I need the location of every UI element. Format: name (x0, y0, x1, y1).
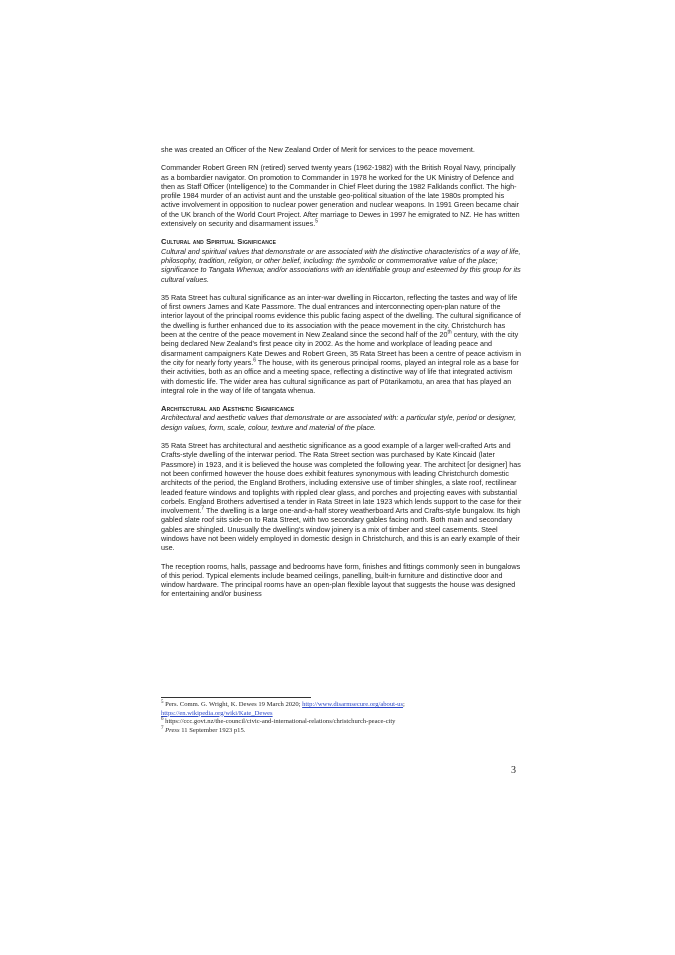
body-content (161, 145, 523, 608)
footnote-5-separator: ; (403, 701, 405, 708)
footnote-divider (161, 697, 311, 698)
footnote-ref-5: 5 (315, 218, 318, 225)
footnote-6-text: https://ccc.govt.nz/the-council/civic-and-international-relations/christchurch-peace-city (163, 718, 396, 726)
architectural-text-b: The dwelling is a large one-and-a-half storey weatherboard Arts and Crafts-style bungalow. Its high gabled slate roof sits side-on to Rata Street, with two secondary gables facing north. Both main and secondary gables are shingled. Unusually the dwelling's window joinery is a mix of timber and steel casements. Steel windows have not been widely employed in domestic design in Christchurch, and this is an early example of their use. (161, 506, 521, 553)
link-disarmsecure[interactable]: http://www.disarmsecure.org/about-us (302, 701, 404, 708)
paragraph-architectural-significance (161, 441, 523, 553)
footnote-7-text: 11 September 1923 p15. (179, 726, 246, 734)
cultural-text-c: The house, with its generous principal rooms, played an integral role as a base for their activities, both as an office and a meeting space, reflecting a distinctive way of life that integrated activism with domestic life. The wider area has cultural significance as part of Pūtarikamotu, an area that has played an integral role in the way of life of tangata whenua. (161, 357, 519, 395)
cultural-text-a: 35 Rata Street has cultural significance as an inter-war dwelling in Riccarton, reflecting the tastes and way of life of first owners James and Kate Passmore. The dual entrances and interconnecting open-plan nature of the interior layout of the principal rooms evidence this public facing aspect of the dwelling. The cultural significance of the dwelling is further enhanced due to its association with the peace movement in the city. Christchurch has been at the centre of the peace movement in New Zealand since the second half of the 20 (161, 292, 521, 340)
footnote-7-number: 7 (161, 725, 164, 731)
paragraph-reception-rooms: The reception rooms, halls, passage and bedrooms have form, finishes and fittings commonly seen in bungalows of this period. Typical elements include beamed ceilings, panelling, built-in furniture and distinctive door and window hardware. The principal rooms have an open-plan flexible layout that suggests the house was designed for entertaining and/or business (161, 561, 521, 599)
footnote-ref-7: 7 (201, 505, 205, 512)
heading-architectural-aesthetic: Architectural and Aesthetic Significance (161, 404, 295, 414)
footnotes (161, 701, 523, 735)
definition-cultural-spiritual: Cultural and spiritual values that demonstrate or are associated with the distinctive characteristics of a way of life, philosophy, tradition, religion, or other belief, including: the symbolic or commemorative value of the place; significance to Tangata Whenua; and/or associations with an identifiable group and esteemed by this group for its cultural values. (161, 246, 521, 284)
robert-green-text: Commander Robert Green RN (retired) served twenty years (1962-1982) with the British Royal Navy, principally as a bombardier navigator. On promotion to Commander in 1978 he worked for the UK Ministry of Defence and then as Staff Officer (Intelligence) to the Commander in Chief Fleet during the 1982 Falklands conflict. The high-profile 1984 murder of an activist aunt and the unstable geo-political situation of the late 1980s prompted his active involvement in opposition to nuclear power generation and nuclear weapons. In 1991 Green became chair of the UK branch of the World Court Project. After marriage to Dewes in 1997 he emigrated to NZ. He has written extensively on security and disarmament issues. (161, 163, 520, 229)
footnote-6 (161, 718, 523, 727)
footnote-5 (161, 701, 523, 718)
cultural-text-b: century, with the city being declared New Zealand's first peace city in 2002. As the home and workplace of leading peace and disarmament campaigners Kate Dewes and Robert Green, 35 Rata Street has been a centre of peace activism in the city for nearly forty years. (161, 330, 521, 367)
page-number: 3 (511, 765, 516, 776)
paragraph-robert-green (161, 163, 523, 228)
footnote-7-press: Press (163, 726, 180, 734)
heading-cultural-spiritual: Cultural and Spiritual Significance (161, 237, 277, 247)
superscript-th: th (447, 329, 452, 336)
footnote-5-text: Pers. Comm. G. Wright, K. Dewes 19 March 2020; (163, 701, 303, 708)
definition-architectural-aesthetic: Architectural and aesthetic values that demonstrate or are associated with: a particular style, period or designer, design values, form, scale, colour, texture and material of the place. (161, 413, 517, 432)
link-wikipedia-kate-dewes[interactable]: https://en.wikipedia.org/wiki/Kate_Dewes (161, 709, 273, 717)
footnote-5-number: 5 (161, 699, 164, 705)
paragraph-officer-order-of-merit: she was created an Officer of the New Zealand Order of Merit for services to the peace movement. (161, 145, 475, 154)
footnote-7 (161, 727, 523, 736)
architectural-text-a: 35 Rata Street has architectural and aesthetic significance as a good example of a larger well-crafted Arts and Crafts-style dwelling of the interwar period. The Rata Street section was purchased by Kate Kincaid (later Passmore) in 1923, and it is believed the house was completed the following year. The architect [or designer] has not been confirmed however the house does exhibit features synonymous with leading Christchurch domestic architects of the period, the England Brothers, including extensive use of timber shingles, a slate roof, rectilinear leaded feature windows and toplights with rippled clear glass, and porches and projecting eaves with substantial corbels. England Brothers advertised a tender in Rata Street in late 1923 which lends support to the case for their involvement. (161, 441, 522, 516)
footnote-6-number: 6 (161, 717, 164, 722)
footnote-ref-6: 6 (253, 357, 257, 364)
paragraph-cultural-significance (161, 293, 523, 395)
